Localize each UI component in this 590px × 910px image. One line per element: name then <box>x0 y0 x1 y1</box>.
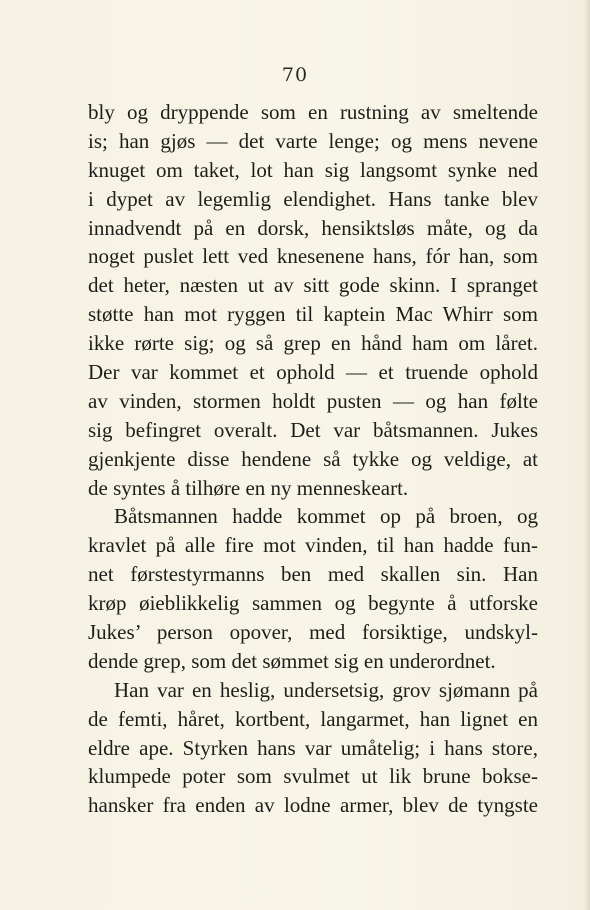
text-line: Jukes’ person opover, med forsiktige, undskyl- <box>88 620 538 645</box>
text-line: is; han gjøs — det varte lenge; og mens nevene <box>88 128 538 153</box>
text-line: krøp øieblikkelig sammen og begynte å utforske <box>88 591 538 616</box>
text-line: Han var en heslig, undersetsig, grov sjømann på <box>114 677 538 702</box>
text-line: eldre ape. Styrken hans var umåtelig; i hans store, <box>88 735 538 760</box>
text-line: innadvendt på en dorsk, hensiktsløs måte, og da <box>88 215 538 240</box>
text-line: det heter, næsten ut av sitt gode skinn. I spranget <box>88 273 538 298</box>
text-line: noget puslet lett ved knesenene hans, fór han, som <box>88 244 538 269</box>
text-line: i dypet av legemlig elendighet. Hans tanke blev <box>88 186 538 211</box>
text-line: støtte han mot ryggen til kaptein Mac Whirr som <box>88 302 538 327</box>
text-line: knuget om taket, lot han sig langsomt synke ned <box>88 157 538 182</box>
text-line: av vinden, stormen holdt pusten — og han følte <box>88 388 538 413</box>
text-line: de syntes å tilhøre en ny menneskeart. <box>88 475 409 500</box>
text-line: klumpede poter som svulmet ut lik brune bokse- <box>88 764 538 789</box>
text-line: de femti, håret, kortbent, langarmet, han lignet en <box>88 706 538 731</box>
text-line: ikke rørte sig; og så grep en hånd ham om låret. <box>88 331 538 356</box>
body-text <box>88 98 538 820</box>
text-line: sig befingret overalt. Det var båtsmannen. Jukes <box>88 417 538 442</box>
text-line: Der var kommet et ophold — et truende ophold <box>88 360 538 385</box>
text-line: Båtsmannen hadde kommet op på broen, og <box>114 504 538 529</box>
page-number: 70 <box>281 64 309 86</box>
text-line: bly og dryppende som en rustning av smeltende <box>88 100 538 124</box>
text-line: net førstestyrmanns ben med skallen sin. Han <box>88 562 538 587</box>
text-line: hansker fra enden av lodne armer, blev de tyngste <box>88 793 538 818</box>
text-line: dende grep, som det sømmet sig en underordnet. <box>88 648 496 673</box>
page-edge-shadow <box>584 0 590 910</box>
text-line: kravlet på alle fire mot vinden, til han hadde fun- <box>88 533 538 558</box>
text-line: gjenkjente disse hendene så tykke og veldige, at <box>88 446 538 471</box>
